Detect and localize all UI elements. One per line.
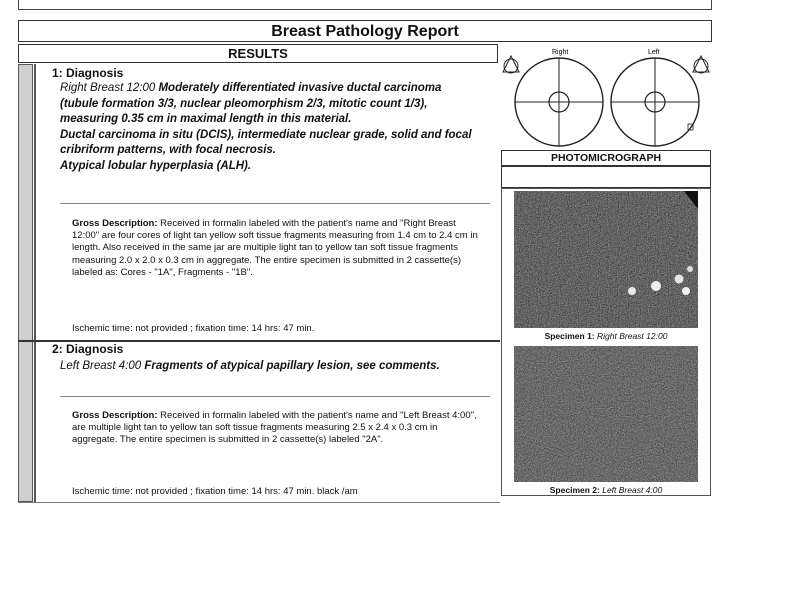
margin-divider xyxy=(34,64,36,502)
diagnosis-2-finding-1: Fragments of atypical papillary lesion, see comments. xyxy=(144,360,440,372)
diagnosis-2-ischemic-time: Ischemic time: not provided ; fixation time: 14 hrs: 47 min. black /am xyxy=(72,486,358,497)
breast-diagram-svg xyxy=(500,44,712,152)
diagnosis-2-gross-description xyxy=(72,410,482,447)
diagnosis-1-site: Right Breast 12:00 xyxy=(60,82,156,94)
specimen-1-image xyxy=(514,191,698,328)
header-frame xyxy=(18,0,712,10)
bottom-border xyxy=(18,502,500,503)
specimen-2-caption: Specimen 2: Left Breast 4:00 xyxy=(549,485,663,495)
results-panel xyxy=(18,64,500,504)
specimen-1-caption: Specimen 1: Right Breast 12:00 xyxy=(544,331,668,341)
diagnosis-1-gross-text: Received in formalin labeled with the patient's name and "Right Breast 12:00" are four cores of light tan yellow soft tissue fragments measuring from 1.4 cm to 2.4 cm in length. Also received in the same jar are multiple light tan to yellow tan soft tissue fragments measuring 2.0 x 2.0 x 0.3 cm in aggregate. The entire specimen is submitted in 2 cassette(s) labeled as: Cores - "1A", Fragments - "1B". xyxy=(72,218,478,278)
diagnosis-1-separator xyxy=(60,203,490,204)
diagnosis-2-gross-text: Received in formalin labeled with the patient's name and "Left Breast 4:00", are multiple light tan to yellow tan soft tissue fragments measuring 2.5 x 2.4 x 0.3 cm in aggregate. The entire specimen is submitted in 2 cassette(s) labeled "2A". xyxy=(72,410,477,446)
diagnosis-2-gross-label: Gross Description: xyxy=(72,410,158,421)
diagnosis-2-text xyxy=(60,359,480,375)
specimen-2-image xyxy=(514,346,698,482)
breast-location-diagram xyxy=(500,44,712,152)
diagnosis-1-gross-description xyxy=(72,218,482,279)
right-label: Right xyxy=(552,49,569,56)
results-header: RESULTS xyxy=(18,44,498,63)
diagnosis-1-gross-label: Gross Description: xyxy=(72,218,158,229)
report-title: Breast Pathology Report xyxy=(18,20,712,42)
diagnosis-2-site: Left Breast 4:00 xyxy=(60,360,142,372)
diagnosis-2-separator xyxy=(60,396,490,397)
diagnosis-1-text xyxy=(60,81,480,174)
diagnosis-1-heading: 1: Diagnosis xyxy=(52,66,124,80)
left-label: Left xyxy=(648,49,660,56)
diagnosis-1-finding-2: Ductal carcinoma in situ (DCIS), intermediate nuclear grade, solid and focal cribriform patterns, with focal necrosis. xyxy=(60,128,472,156)
diagnosis-2-heading: 2: Diagnosis xyxy=(52,342,124,356)
diagnosis-1-ischemic-time: Ischemic time: not provided ; fixation time: 14 hrs: 47 min. xyxy=(72,323,315,334)
diagnosis-1-finding-3: Atypical lobular hyperplasia (ALH). xyxy=(60,159,252,172)
side-margin-bar xyxy=(18,64,33,502)
diagnosis-1-finding-1: Moderately differentiated invasive ductal carcinoma (tubule formation 3/3, nuclear pleomorphism 2/3, mitotic count 1/3), measuring 0.35 cm in maximal length in this material. xyxy=(60,82,442,125)
photomicrograph-header: PHOTOMICROGRAPH xyxy=(501,150,711,166)
photomicrograph-blank-row xyxy=(501,166,711,188)
